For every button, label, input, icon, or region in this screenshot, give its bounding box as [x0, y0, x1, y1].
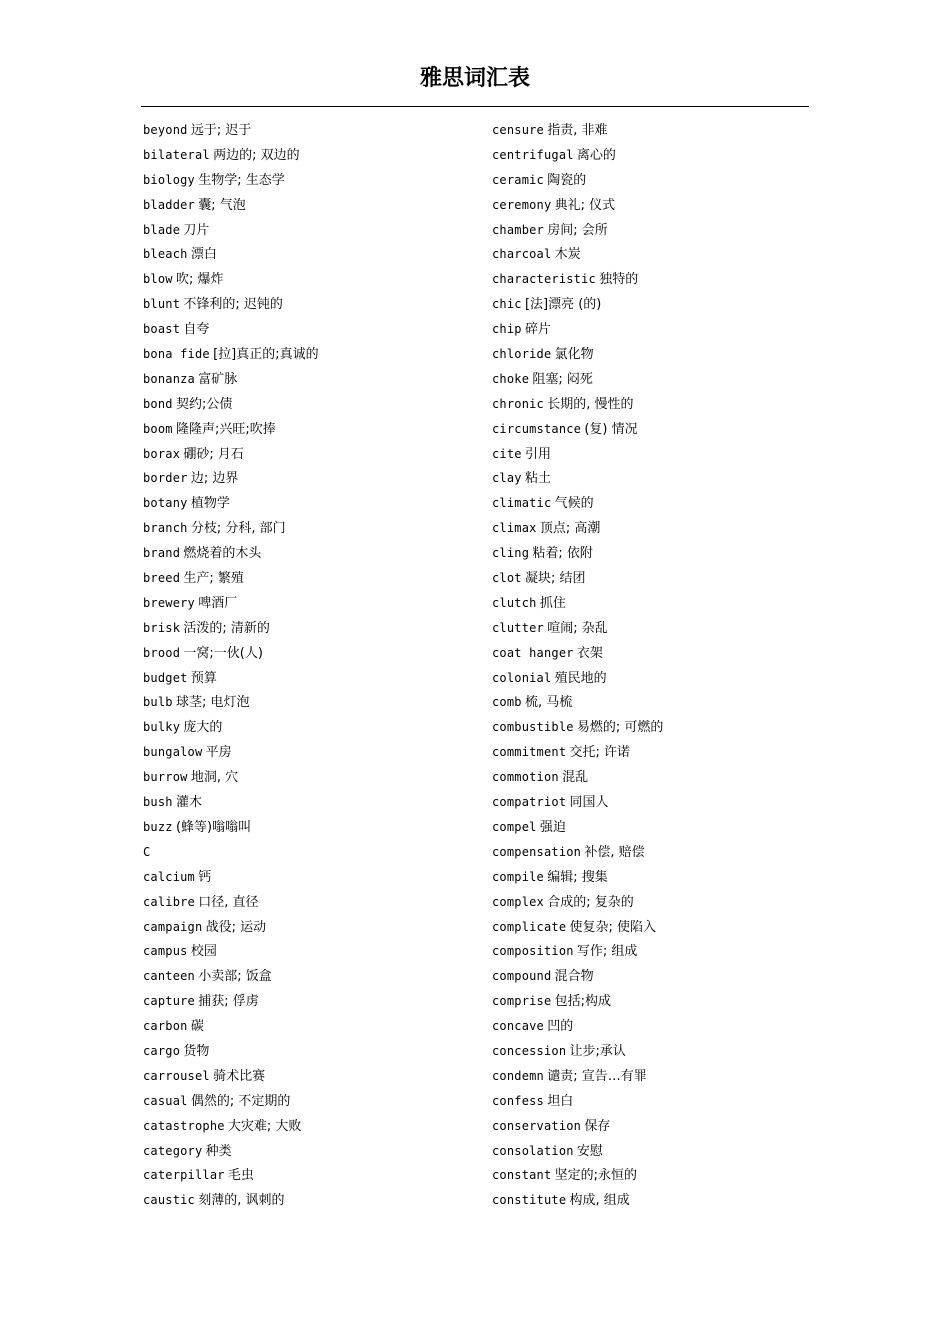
vocab-word: composition	[492, 944, 574, 959]
vocab-meaning: 种类	[205, 1143, 232, 1159]
vocab-word: bladder	[143, 197, 195, 212]
vocab-meaning: 同国人	[569, 795, 609, 811]
vocab-meaning: 保存	[584, 1118, 611, 1134]
vocab-word: campaign	[143, 919, 203, 934]
vocab-entry	[492, 690, 822, 715]
vocab-entry	[492, 790, 822, 815]
vocab-meaning: 边; 边界	[190, 471, 239, 487]
vocab-entry	[143, 890, 473, 915]
vocab-meaning: 粘土	[524, 471, 551, 487]
vocab-word: ceramic	[492, 172, 544, 187]
vocab-meaning: 顶点; 高潮	[539, 521, 601, 537]
vocab-word: bleach	[143, 247, 188, 262]
vocab-entry	[143, 193, 473, 218]
vocab-meaning: 刀片	[183, 222, 210, 238]
vocab-entry	[143, 143, 473, 168]
vocab-word: bush	[143, 795, 173, 810]
vocab-word: biology	[143, 172, 195, 187]
vocab-word: botany	[143, 496, 188, 511]
vocab-entry	[492, 915, 822, 940]
vocab-word: bilateral	[143, 147, 210, 162]
vocab-meaning: 富矿脉	[198, 371, 238, 387]
vocab-meaning: 编辑; 搜集	[547, 869, 608, 885]
vocab-meaning: 两边的; 双边的	[213, 147, 300, 163]
vocab-meaning: 囊; 气泡	[198, 197, 246, 213]
vocab-entry	[492, 939, 822, 964]
vocab-word: compel	[492, 819, 537, 834]
vocab-entry	[143, 915, 473, 940]
page-title: 雅思词汇表	[419, 66, 530, 91]
vocab-entry	[492, 1089, 822, 1114]
vocab-meaning: 离心的	[576, 147, 616, 163]
vocab-entry	[143, 168, 473, 193]
vocab-meaning: 殖民地的	[554, 670, 607, 686]
vocab-meaning: 大灾难; 大败	[227, 1118, 302, 1134]
vocab-word: chloride	[492, 347, 552, 362]
vocab-entry	[143, 491, 473, 516]
vocab-word: buzz	[143, 819, 173, 834]
vocab-meaning: 木炭	[554, 247, 581, 263]
vocab-entry	[492, 417, 822, 442]
vocab-entry	[492, 367, 822, 392]
vocab-meaning: 吹; 爆炸	[175, 272, 224, 288]
vocab-word: bulb	[143, 695, 173, 710]
vocab-word: canteen	[143, 969, 195, 984]
vocab-word: carbon	[143, 1019, 188, 1034]
vocab-word: chronic	[492, 396, 544, 411]
vocab-word: compile	[492, 869, 544, 884]
vocab-entry	[492, 541, 822, 566]
vocab-entry	[143, 218, 473, 243]
vocab-entry	[143, 1014, 473, 1039]
vocab-entry	[143, 1039, 473, 1064]
vocab-word: combustible	[492, 720, 574, 735]
vocab-word: brewery	[143, 595, 195, 610]
vocabulary-column-left	[143, 118, 473, 1213]
vocab-entry	[143, 1114, 473, 1139]
vocab-entry	[143, 1139, 473, 1164]
vocab-word: blow	[143, 272, 173, 287]
vocab-entry	[492, 840, 822, 865]
vocab-entry	[143, 740, 473, 765]
vocab-entry	[492, 1039, 822, 1064]
vocab-word: constitute	[492, 1193, 567, 1208]
vocab-word: compound	[492, 969, 552, 984]
vocab-entry	[492, 591, 822, 616]
vocab-meaning: 预算	[190, 670, 217, 686]
vocab-entry	[143, 367, 473, 392]
vocab-entry	[492, 666, 822, 691]
vocab-meaning: 补偿, 赔偿	[584, 844, 645, 860]
vocab-entry	[492, 193, 822, 218]
vocab-entry	[143, 566, 473, 591]
vocab-word: compensation	[492, 844, 582, 859]
vocab-word: commitment	[492, 745, 567, 760]
vocab-meaning: 隆隆声;兴旺;吹捧	[175, 421, 276, 437]
vocab-entry	[492, 218, 822, 243]
vocab-word: chic	[492, 297, 522, 312]
vocab-meaning: 强迫	[539, 819, 566, 835]
vocab-entry	[492, 516, 822, 541]
vocab-meaning: 阻塞; 闷死	[532, 371, 593, 387]
vocab-word: condemn	[492, 1068, 544, 1083]
vocab-entry	[492, 616, 822, 641]
vocab-word: ceremony	[492, 197, 552, 212]
vocab-meaning: (复) 情况	[584, 421, 638, 437]
vocab-word: beyond	[143, 123, 188, 137]
vocab-entry	[143, 541, 473, 566]
vocab-word: branch	[143, 521, 188, 536]
vocab-word: clay	[492, 471, 522, 486]
vocab-meaning: 引用	[524, 446, 551, 462]
vocab-entry	[143, 466, 473, 491]
vocab-meaning: 不锋利的; 迟钝的	[183, 297, 283, 313]
vocab-word: concave	[492, 1019, 544, 1034]
vocab-entry	[143, 989, 473, 1014]
vocab-meaning: 战役; 运动	[205, 919, 267, 935]
vocab-meaning: 衣架	[576, 645, 603, 661]
vocab-entry	[143, 242, 473, 267]
vocab-meaning: 球茎; 电灯泡	[175, 695, 250, 711]
vocab-entry	[143, 616, 473, 641]
vocab-word: catastrophe	[143, 1118, 225, 1133]
vocab-entry	[143, 690, 473, 715]
vocab-entry	[143, 865, 473, 890]
vocab-word: bonanza	[143, 371, 195, 386]
vocab-meaning: 使复杂; 使陷入	[569, 919, 657, 935]
vocab-meaning: 独特的	[599, 272, 639, 288]
vocab-meaning: 一窝;一伙(人)	[183, 645, 263, 661]
vocab-entry	[143, 292, 473, 317]
vocab-meaning: 灌木	[175, 795, 202, 811]
vocab-word: caustic	[143, 1193, 195, 1208]
vocab-entry	[492, 442, 822, 467]
vocab-word: clutch	[492, 595, 537, 610]
vocab-meaning: 刻薄的, 讽刺的	[198, 1193, 285, 1209]
vocab-entry	[492, 989, 822, 1014]
vocab-word: colonial	[492, 670, 552, 685]
vocab-meaning: 偶然的; 不定期的	[190, 1093, 291, 1109]
vocab-entry	[143, 815, 473, 840]
vocab-entry	[143, 1188, 473, 1213]
vocab-meaning: 漂白	[190, 247, 217, 263]
vocab-entry	[492, 566, 822, 591]
vocab-meaning: 地洞, 穴	[190, 770, 239, 786]
vocab-word: complex	[492, 894, 544, 909]
vocab-word: calcium	[143, 869, 195, 884]
vocab-meaning: 啤酒厂	[198, 595, 238, 611]
vocab-meaning: 远于; 迟于	[190, 123, 252, 138]
vocab-entry	[143, 267, 473, 292]
vocab-word: consolation	[492, 1143, 574, 1158]
vocab-meaning: 生产; 繁殖	[183, 571, 244, 587]
vocab-entry	[492, 466, 822, 491]
vocab-word: censure	[492, 123, 544, 137]
vocab-word: concession	[492, 1043, 567, 1058]
vocab-meaning: 毛虫	[227, 1168, 254, 1184]
vocab-entry	[143, 666, 473, 691]
vocab-meaning: 碎片	[524, 322, 551, 338]
vocab-meaning: 长期的, 慢性的	[547, 396, 634, 412]
vocab-entry	[143, 1064, 473, 1089]
vocab-word: brand	[143, 546, 181, 561]
vocab-word: circumstance	[492, 421, 582, 436]
vocab-meaning: 货物	[183, 1043, 210, 1059]
vocab-meaning: 气候的	[554, 496, 594, 512]
vocab-word: clot	[492, 571, 522, 586]
vocab-entry	[492, 1064, 822, 1089]
vocab-word: boom	[143, 421, 173, 436]
vocab-meaning: 安慰	[576, 1143, 603, 1159]
vocab-entry	[143, 342, 473, 367]
vocab-meaning: 粘着; 依附	[532, 546, 593, 562]
vocab-meaning: 喧闹; 杂乱	[547, 620, 608, 636]
vocab-entry	[143, 1089, 473, 1114]
vocab-entry	[492, 1139, 822, 1164]
vocab-word: climatic	[492, 496, 552, 511]
vocabulary-column-right	[492, 118, 822, 1213]
vocab-meaning: 混乱	[562, 770, 589, 786]
vocab-word: carrousel	[143, 1068, 210, 1083]
vocab-word: conservation	[492, 1118, 582, 1133]
vocab-entry	[492, 317, 822, 342]
vocab-entry	[492, 1014, 822, 1039]
vocab-meaning: 合成的; 复杂的	[547, 894, 634, 910]
vocab-meaning: 自夸	[183, 322, 210, 338]
vocab-word: bulky	[143, 720, 181, 735]
vocab-word: blade	[143, 222, 181, 237]
vocab-word: category	[143, 1143, 203, 1158]
vocab-entry	[492, 118, 822, 143]
vocab-word: comprise	[492, 994, 552, 1009]
vocab-entry	[492, 740, 822, 765]
vocab-entry	[492, 815, 822, 840]
vocab-meaning: 平房	[205, 745, 232, 761]
vocab-entry	[492, 392, 822, 417]
vocab-word: brood	[143, 645, 181, 660]
vocab-word: bona fide	[143, 347, 210, 362]
vocab-entry	[143, 417, 473, 442]
vocab-meaning: 硼砂; 月石	[183, 446, 244, 462]
vocab-entry	[492, 1114, 822, 1139]
vocab-meaning: 活泼的; 清新的	[183, 620, 270, 636]
vocab-word: caterpillar	[143, 1168, 225, 1183]
vocab-word: complicate	[492, 919, 567, 934]
vocab-entry	[492, 715, 822, 740]
vocab-word: characteristic	[492, 272, 596, 287]
vocab-entry	[492, 267, 822, 292]
vocab-meaning: 坚定的;永恒的	[554, 1168, 638, 1184]
vocab-word: centrifugal	[492, 147, 574, 162]
vocab-meaning: 骑术比赛	[213, 1068, 266, 1084]
vocab-meaning: 陶瓷的	[547, 172, 587, 188]
vocab-meaning: 分枝; 分科, 部门	[190, 521, 286, 537]
vocab-word: climax	[492, 521, 537, 536]
vocab-meaning: 坦白	[547, 1093, 574, 1109]
vocab-meaning: 构成, 组成	[569, 1193, 630, 1209]
vocab-meaning: 谴责; 宣告…有罪	[547, 1068, 647, 1084]
vocab-word: casual	[143, 1093, 188, 1108]
vocab-entry	[143, 442, 473, 467]
vocab-meaning: 凹的	[547, 1019, 574, 1035]
vocab-meaning: 生物学; 生态学	[198, 172, 285, 188]
vocab-meaning: 契约;公债	[175, 396, 233, 412]
vocab-meaning: 植物学	[190, 496, 230, 512]
vocab-entry	[492, 491, 822, 516]
vocab-entry	[143, 715, 473, 740]
vocab-meaning: 梳, 马梳	[524, 695, 573, 711]
vocab-word: calibre	[143, 894, 195, 909]
vocab-entry	[492, 342, 822, 367]
vocab-meaning: 包括;构成	[554, 994, 612, 1010]
vocab-word: compatriot	[492, 795, 567, 810]
vocab-meaning: 校园	[190, 944, 217, 960]
vocab-meaning: 易燃的; 可燃的	[576, 720, 664, 736]
vocab-meaning: 房间; 会所	[547, 222, 608, 238]
vocab-entry	[143, 790, 473, 815]
vocab-word: commotion	[492, 770, 559, 785]
vocab-meaning: 抓住	[539, 595, 566, 611]
vocab-word: cling	[492, 546, 530, 561]
vocab-meaning: 捕获; 俘虏	[198, 994, 259, 1010]
vocab-word: capture	[143, 994, 195, 1009]
vocab-word: clutter	[492, 620, 544, 635]
vocab-meaning: 指责, 非难	[547, 123, 608, 138]
vocab-meaning: 写作; 组成	[576, 944, 638, 960]
vocab-word: cite	[492, 446, 522, 461]
vocab-entry	[492, 890, 822, 915]
vocab-word: budget	[143, 670, 188, 685]
vocab-entry	[143, 964, 473, 989]
vocab-entry	[492, 168, 822, 193]
vocab-entry	[143, 939, 473, 964]
vocab-word: brisk	[143, 620, 181, 635]
vocab-word: campus	[143, 944, 188, 959]
vocab-word: boast	[143, 322, 181, 337]
vocab-word: charcoal	[492, 247, 552, 262]
vocab-word: border	[143, 471, 188, 486]
vocab-entry	[492, 865, 822, 890]
vocab-word: chip	[492, 322, 522, 337]
vocab-word: bungalow	[143, 745, 203, 760]
vocab-entry	[143, 840, 473, 865]
vocab-meaning: 交托; 许诺	[569, 745, 631, 761]
vocab-word: bond	[143, 396, 173, 411]
vocab-word: coat hanger	[492, 645, 574, 660]
vocab-meaning: 小卖部; 饭盒	[198, 969, 272, 985]
vocab-entry	[492, 1163, 822, 1188]
vocab-word: cargo	[143, 1043, 181, 1058]
vocab-entry	[143, 641, 473, 666]
vocab-meaning: 钙	[198, 869, 212, 885]
title-divider	[141, 106, 809, 107]
vocab-meaning: 典礼; 仪式	[554, 197, 616, 213]
vocab-entry	[143, 516, 473, 541]
vocab-word: choke	[492, 371, 530, 386]
vocab-entry	[143, 317, 473, 342]
vocab-meaning: [拉]真正的;真诚的	[213, 347, 319, 363]
vocab-entry	[143, 392, 473, 417]
vocab-entry	[492, 143, 822, 168]
vocab-entry	[492, 641, 822, 666]
vocab-word: breed	[143, 571, 181, 586]
vocab-word: borax	[143, 446, 181, 461]
vocab-entry	[492, 242, 822, 267]
vocab-meaning: 凝块; 结团	[524, 571, 586, 587]
vocab-entry	[143, 1163, 473, 1188]
vocab-meaning: 口径, 直径	[198, 894, 259, 910]
vocab-meaning: 燃烧着的木头	[183, 546, 262, 562]
vocab-word: comb	[492, 695, 522, 710]
vocab-word: C	[143, 844, 151, 859]
vocab-word: chamber	[492, 222, 544, 237]
vocab-word: blunt	[143, 297, 181, 312]
vocab-word: burrow	[143, 770, 188, 785]
vocab-meaning: [法]漂亮 (的)	[524, 297, 602, 313]
vocab-meaning: 让步;承认	[569, 1043, 626, 1059]
vocab-word: confess	[492, 1093, 544, 1108]
vocab-entry	[492, 1188, 822, 1213]
vocab-meaning: 混合物	[554, 969, 594, 985]
vocab-entry	[143, 765, 473, 790]
vocab-meaning: (蜂等)嗡嗡叫	[175, 819, 252, 835]
vocab-entry	[143, 591, 473, 616]
vocab-entry	[492, 292, 822, 317]
vocab-meaning: 碳	[190, 1019, 204, 1035]
vocab-meaning: 庞大的	[183, 720, 223, 736]
vocab-entry	[143, 118, 473, 143]
vocab-word: constant	[492, 1168, 552, 1183]
vocab-entry	[492, 765, 822, 790]
vocab-entry	[492, 964, 822, 989]
vocab-meaning: 氯化物	[554, 347, 594, 363]
